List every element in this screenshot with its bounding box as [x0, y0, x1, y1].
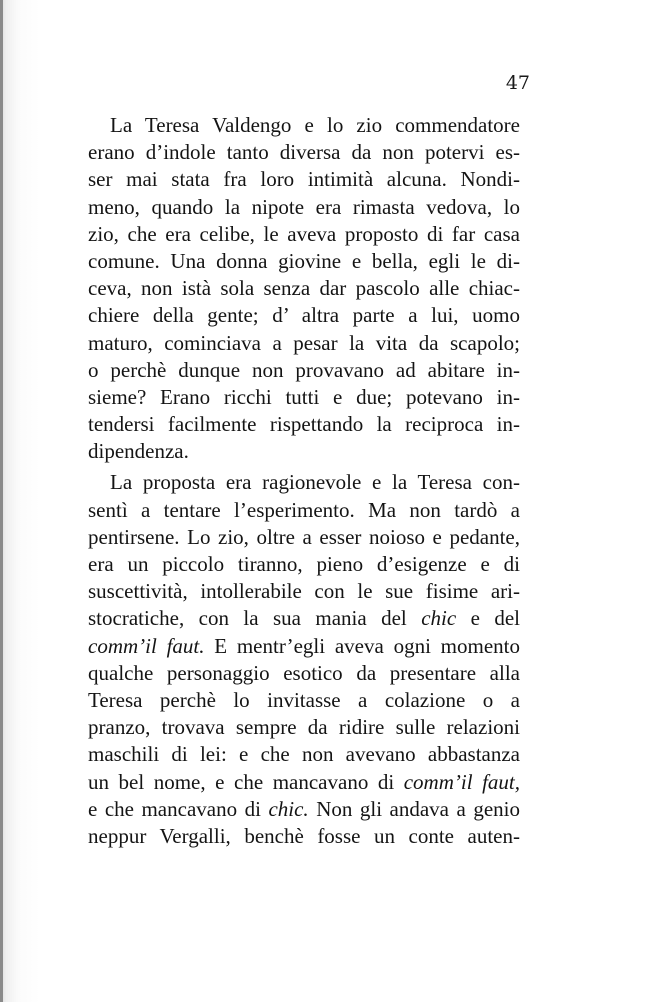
text-line: suscettività, intollerabile con le sue fisime ari-: [88, 579, 520, 604]
text-line: chiere della gente; d’ altra parte a lui, uomo: [88, 303, 520, 328]
text-run: un bel nome, e che mancavano di: [88, 769, 404, 794]
page-number: 47: [505, 72, 530, 94]
italic-term: chic.: [268, 796, 309, 821]
text-line: Teresa perchè lo invitasse a colazione o a: [88, 687, 520, 712]
text-line: [88, 796, 520, 823]
text-line: maschili di lei: e che non avevano abbastanza: [88, 742, 520, 767]
paragraph-2: [88, 469, 520, 850]
page-edge-shadow: [0, 0, 3, 1002]
text-line: neppur Vergalli, benchè fosse un conte auten-: [88, 823, 520, 848]
text-line: La Teresa Valdengo e lo zio commendatore: [110, 113, 520, 137]
text-line: pranzo, trovava sempre da ridire sulle relazioni: [88, 715, 520, 740]
text-line: ser mai stata fra loro intimità alcuna. Nondi-: [88, 167, 520, 192]
text-line: sentì a tentare l’esperimento. Ma non tardò a: [88, 497, 520, 522]
text-line: erano d’indole tanto diversa da non potervi es-: [88, 140, 520, 165]
paragraph-1: [88, 112, 520, 465]
text-run: e che mancavano di: [88, 796, 269, 821]
text-line: comune. Una donna giovine e bella, egli le di-: [88, 248, 520, 273]
italic-term: chic: [421, 606, 457, 631]
text-run: Non gli andava a genio: [308, 796, 520, 821]
text-line: [88, 633, 520, 660]
text-run: E mentr’egli aveva ogni momento: [204, 633, 520, 658]
italic-term: comm’il faut,: [403, 769, 521, 794]
text-line: [88, 605, 520, 632]
italic-term: comm’il faut.: [88, 633, 205, 658]
text-line: zio, che era celibe, le aveva proposto di far casa: [88, 221, 520, 246]
text-line: dipendenza.: [88, 439, 189, 464]
body-text: [88, 112, 520, 850]
text-line: La proposta era ragionevole e la Teresa con-: [110, 470, 520, 495]
text-line: tendersi facilmente rispettando la reciproca in-: [88, 412, 520, 437]
text-line: sieme? Erano ricchi tutti e due; potevano in-: [88, 384, 520, 409]
text-line: meno, quando la nipote era rimasta vedova, lo: [88, 194, 520, 219]
text-line: era un piccolo tiranno, pieno d’esigenze e di: [88, 552, 520, 576]
text-line: pentirsene. Lo zio, oltre a esser noioso e pedante,: [88, 524, 520, 549]
text-line: [88, 769, 520, 796]
text-run: e del: [456, 606, 520, 631]
text-line: o perchè dunque non provavano ad abitare in-: [88, 357, 520, 382]
text-line: maturo, cominciava a pesar la vita da scapolo;: [88, 330, 520, 355]
text-run: stocratiche, con la sua mania del: [88, 606, 422, 631]
text-line: ceva, non istà sola senza dar pascolo alle chiac-: [88, 276, 520, 301]
text-line: qualche personaggio esotico da presentare alla: [88, 660, 520, 685]
